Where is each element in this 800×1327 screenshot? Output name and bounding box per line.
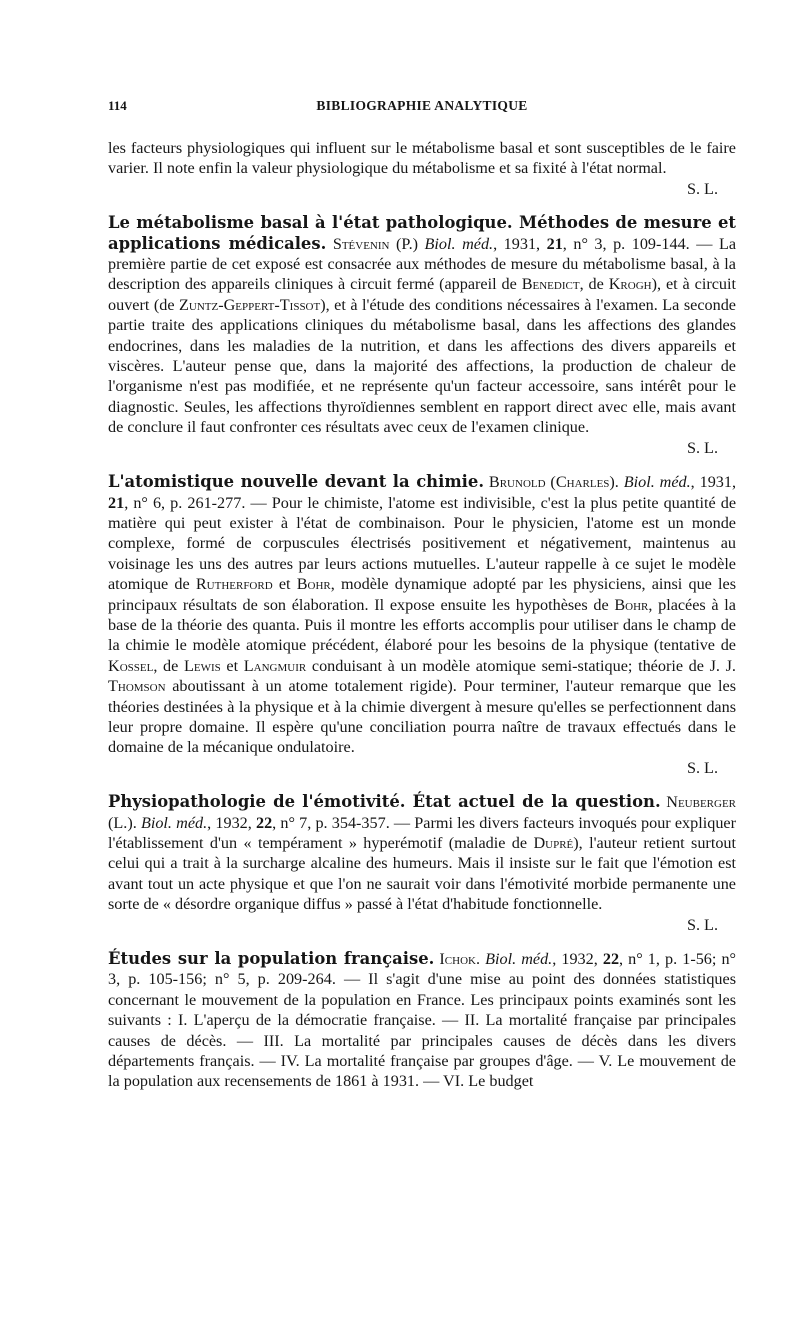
bibliography-entry — [108, 213, 736, 458]
journal-number: n° 7 — [280, 813, 308, 832]
entry-body: aboutissant à un atome totalement rigide). Pour terminer, l'auteur remarque que les théories destinées à la physique et à la chimie divergent à mesure qu'elles se perfectionnent dans leur propre domaine. Il espère qu'une conciliation pourra naître de travaux effectués dans le domaine de la mécanique ondulatoire. — [108, 677, 736, 757]
entry-body: — Il s'agit d'une mise au point des données statistiques concernant le mouvement de la population en France. Les principaux points examinés sont les suivants : I. L'aperçu de la démocratie française. — II. La mortalité française par principales causes de décès. — III. La mortalité par principales causes de décès dans les divers départements français. — IV. La mortalité française par groupes d'âge. — V. Le mouvement de la population aux recensements de 1861 à 1931. — VI. Le budget — [108, 970, 737, 1091]
bibliography-entry — [108, 472, 736, 778]
entry-body: , de — [579, 275, 609, 294]
person-name: Kossel — [108, 656, 154, 675]
page-number: 114 — [108, 98, 127, 113]
person-name: J. J. Thomson — [108, 656, 736, 696]
entry-body: conduisant à un modèle atomique semi-statique; théorie de — [306, 656, 710, 675]
entry-body: — La première partie de cet exposé est consacrée aux méthodes de mesure du métabolisme basal, à la description des appareils cliniques à circuit fermé (appareil de — [108, 234, 737, 294]
journal-year: 1931 — [699, 473, 732, 492]
person-name: Bohr — [614, 595, 649, 614]
entry-body: — Parmi les divers facteurs invoqués pour expliquer l'établissement d'un « tempérament » hyperémotif (maladie de — [108, 813, 736, 852]
entry-paragraph: Physiopathologie de l'émotivité. État actuel de la question. Neuberger (L.). Biol. méd., 1932, 22, n° 7, p. 354-357. — Parmi les divers facteurs invoqués pour expliquer l'établissement d'un « tempérament » hyperémotif (maladie de Dupré), l'auteur retient surtout celui qui a trait à la surcharge alcaline des humeurs. Mais il insiste sur le fait que l'émotion est avant tout un acte physique et que l'on ne saurait voir dans l'émotivité morbide permanente une sorte de « désordre organique diffus » passé à l'état d'habitude fonctionnelle. S. L. — [108, 792, 737, 934]
signature: S. L. — [686, 915, 718, 934]
entry-author: Neuberger (L.). — [108, 793, 736, 832]
journal-year: 1931 — [503, 234, 537, 253]
journal-year: 1932 — [561, 950, 594, 969]
entry-body: — Pour le chimiste, l'atome est indivisible, c'est la plus petite quantité de matière qui peut exister à l'état de combinaison. Pour le physicien, l'atome est un monde complexe, formé de corpuscules électrisés positivement et négativement, maintenus au voisinage les uns des autres par leurs actions mutuelles. L'auteur rappelle à ce sujet le modèle atomique de — [108, 493, 737, 594]
entry-body: , modèle dynamique adopté par les physiciens, ainsi que les principaux résultats de son élaboration. Il expose ensuite les hypothèses de — [108, 575, 737, 614]
entry-body: ), l'auteur retient surtout celui qui a trait à la surcharge alcaline des humeurs. Mais il insiste sur le fait que l'émotion est avant tout un acte physique et que l'on ne saurait voir dans l'émotivité morbide permanente une sorte de « désordre organique diffus » passé à l'état d'habitude fonctionnelle. — [108, 834, 737, 914]
journal-pages: p. 261-277. — [170, 493, 246, 512]
person-name: Rutherford — [195, 575, 273, 594]
journal-name: Biol. méd. — [424, 234, 494, 253]
entry-body: et — [220, 656, 244, 675]
running-head — [108, 96, 736, 118]
entry-paragraph: L'atomistique nouvelle devant la chimie. Brunold (Charles). Biol. méd., 1931, 21, n° 6, p. 261-277. — Pour le chimiste, l'atome est indivisible, c'est la plus petite quantité de matière qui peut exister à l'état de combinaison. Pour le physicien, l'atome est un monde complexe, formé de corpuscules électrisés positivement et négativement, maintenus au voisinage les uns des autres par leurs actions mutuelles. L'auteur rappelle à ce sujet le modèle atomique de Rutherford et Bohr, modèle dynamique adopté par les physiciens, ainsi que les principaux résultats de son élaboration. Il expose ensuite les hypothèses de Bohr, placées à la base de la théorie des quanta. Puis il montre les efforts accomplis pour utiliser dans le champ de la chimie le modèle atomique précédent, élaboré pour les besoins de la physique (tentative de Kossel, de Lewis et Langmuir conduisant à un modèle atomique semi-statique; théorie de J. J. Thomson aboutissant à un atome totalement rigide). Pour terminer, l'auteur remarque que les théories destinées à la physique et à la chimie divergent à mesure qu'elles se perfectionnent dans leur propre domaine. Il espère qu'une conciliation pourra naître de travaux effectués dans le domaine de la mécanique ondulatoire. S. L. — [108, 472, 737, 777]
journal-number: n° 6 — [133, 493, 162, 512]
person-name: Lewis — [183, 656, 221, 675]
continuation-paragraph — [108, 138, 736, 199]
journal-issues: n° 1, p. 1-56; n° 3, p. 105-156; n° 5, p. 209-264. — [108, 950, 737, 989]
journal-year: 1932 — [215, 813, 248, 832]
signature: S. L. — [686, 179, 718, 198]
page — [108, 96, 736, 1092]
entry-author: Ichok. — [439, 950, 481, 969]
person-name: Langmuir — [243, 656, 307, 675]
entry-body: ), et à l'étude des conditions nécessaires à l'examen. La seconde partie traite des applications cliniques du métabolisme basal, dans les affections des glandes endocrines, dans les maladies de la nutrition, et dans les affections des divers appareils et viscères. L'auteur pense que, dans la majorité des affections, la production de chaleur de l'organisme n'est pas modifiée, et ne représente qu'un facteur accessoire, sans intérêt pour le diagnostic. Seules, les affections thyroïdiennes semblent en rapport direct avec elle, mais avant de conclure il faut confronter ces résultats avec ceux de l'examen clinique. — [108, 295, 736, 437]
entry-title: Le métabolisme basal à l'état pathologique. Méthodes de mesure et applications médicales. — [108, 213, 736, 253]
person-name: Krogh — [608, 275, 652, 294]
entry-author: Brunold (Charles). — [488, 473, 619, 492]
entry-body: ), et à circuit ouvert (de — [108, 275, 736, 314]
bibliography-entry — [108, 792, 736, 935]
journal-volume: 22 — [602, 950, 620, 969]
journal-volume: 21 — [108, 493, 125, 512]
running-title: BIBLIOGRAPHIE ANALYTIQUE — [316, 98, 528, 113]
journal-name: Biol. méd. — [140, 813, 208, 832]
person-name: Dupré — [533, 834, 574, 852]
journal-volume: 22 — [255, 813, 273, 832]
journal-name: Biol. méd. — [623, 473, 691, 492]
entry-paragraph: Le métabolisme basal à l'état pathologique. Méthodes de mesure et applications médicales. Stévenin (P.) Biol. méd., 1931, 21, n° 3, p. 109-144. — La première partie de cet exposé est consacrée aux méthodes de mesure du métabolisme basal, à la description des appareils cliniques à circuit fermé (appareil de Benedict, de Krogh), et à circuit ouvert (de Zuntz-Geppert-Tissot), et à l'étude des conditions nécessaires à l'examen. La seconde partie traite des applications cliniques du métabolisme basal, dans les affections des glandes endocrines, dans les maladies de la nutrition, et dans les affections des divers appareils et viscères. L'auteur pense que, dans la majorité des affections, la production de chaleur de l'organisme n'est pas modifiée, et ne représente qu'un facteur accessoire, sans intérêt pour le diagnostic. Seules, les affections thyroïdiennes semblent en rapport direct avec elle, mais avant de conclure il faut confronter ces résultats avec ceux de l'examen clinique. S. L. — [108, 213, 737, 457]
signature: S. L. — [686, 758, 718, 777]
entry-title: L'atomistique nouvelle devant la chimie. — [108, 472, 485, 492]
entry-paragraph: Études sur la population française. Ichok. Biol. méd., 1932, 22, n° 1, p. 1-56; n° 3, p. 105-156; n° 5, p. 209-264. — Il s'agit d'une mise au point des données statistiques concernant le mouvement de la population en France. Les principaux points examinés sont les suivants : I. L'aperçu de la démocratie française. — II. La mortalité française par principales causes de décès. — III. La mortalité par principales causes de décès dans les divers départements français. — IV. La mortalité française par groupes d'âge. — V. Le mouvement de la population aux recensements de 1861 à 1931. — VI. Le budget — [108, 949, 737, 1091]
signature: S. L. — [686, 438, 718, 457]
person-name: Bohr — [296, 575, 331, 594]
entry-body: , de — [153, 656, 184, 675]
journal-pages: p. 354-357. — [315, 813, 390, 832]
journal-number: n° 3 — [573, 234, 603, 253]
entry-body: et — [272, 575, 297, 594]
person-name: Benedict — [521, 275, 580, 294]
person-name: Zuntz-Geppert-Tissot — [179, 295, 321, 314]
bibliography-entry — [108, 949, 736, 1092]
entry-title: Études sur la population française. — [108, 949, 435, 969]
entry-author: Stévenin (P.) — [332, 234, 419, 253]
journal-pages: p. 109-144. — [613, 234, 690, 253]
entry-title: Physiopathologie de l'émotivité. État actuel de la question. — [108, 792, 661, 812]
continuation-text: les facteurs physiologiques qui influent sur le métabolisme basal et sont susceptibles de le faire varier. Il note enfin la valeur physiologique du métabolisme et sa fixité à l'état normal. — [108, 139, 736, 178]
journal-volume: 21 — [546, 234, 563, 253]
entry-body: , placées à la base de la théorie des quanta. Puis il montre les efforts accomplis pour utiliser dans le champ de la chimie le modèle atomique précédent, élaboré pour les besoins de la physique (tentative de — [108, 595, 736, 655]
journal-name: Biol. méd. — [485, 950, 553, 969]
